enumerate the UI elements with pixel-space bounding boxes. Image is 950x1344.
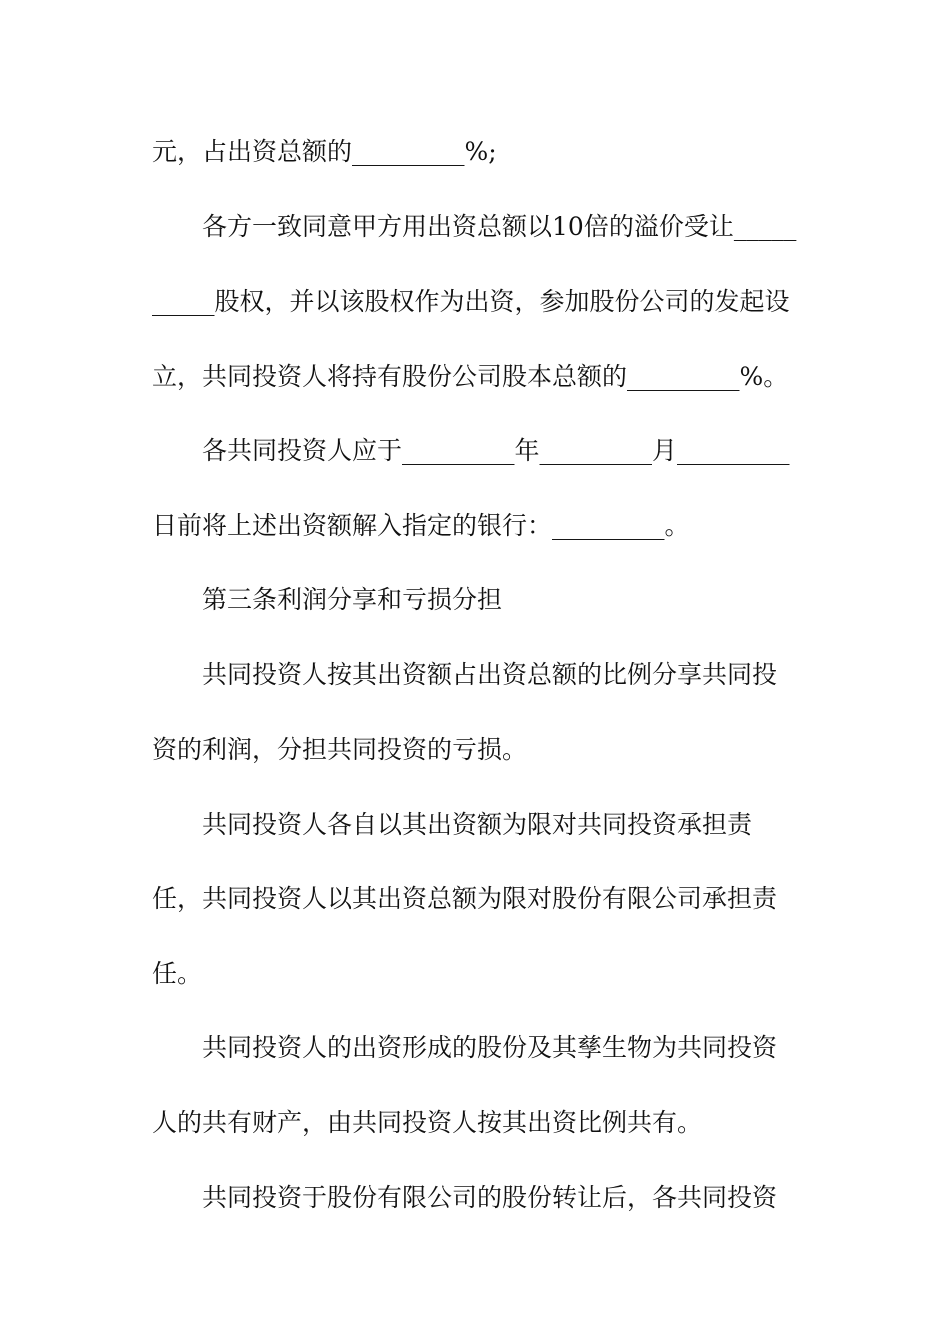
paragraph-line: 各共同投资人应于_________年_________月_________ <box>202 436 790 465</box>
paragraph-line: 元，占出资总额的_________%; <box>152 137 497 166</box>
paragraph-line: 共同投资于股份有限公司的股份转让后，各共同投资 <box>202 1183 778 1212</box>
paragraph-line: 共同投资人各自以其出资额为限对共同投资承担责 <box>202 810 753 839</box>
paragraph-line: 立，共同投资人将持有股份公司股本总额的_________%。 <box>152 362 789 391</box>
section-heading: 第三条利润分享和亏损分担 <box>202 585 503 614</box>
paragraph-line: 日前将上述出资额解入指定的银行：_________。 <box>152 511 690 540</box>
paragraph-line: 共同投资人的出资形成的股份及其孳生物为共同投资 <box>202 1033 778 1062</box>
paragraph-line: _____股权，并以该股权作为出资，参加股份公司的发起设 <box>152 287 790 316</box>
paragraph-line: 资的利润，分担共同投资的亏损。 <box>152 735 528 764</box>
paragraph-line: 任。 <box>152 959 203 988</box>
paragraph-line: 任，共同投资人以其出资总额为限对股份有限公司承担责 <box>152 884 778 913</box>
paragraph-line: 各方一致同意甲方用出资总额以10倍的溢价受让_____ <box>202 212 797 241</box>
paragraph-line: 人的共有财产，由共同投资人按其出资比例共有。 <box>152 1108 703 1137</box>
paragraph-line: 共同投资人按其出资额占出资总额的比例分享共同投 <box>202 660 778 689</box>
